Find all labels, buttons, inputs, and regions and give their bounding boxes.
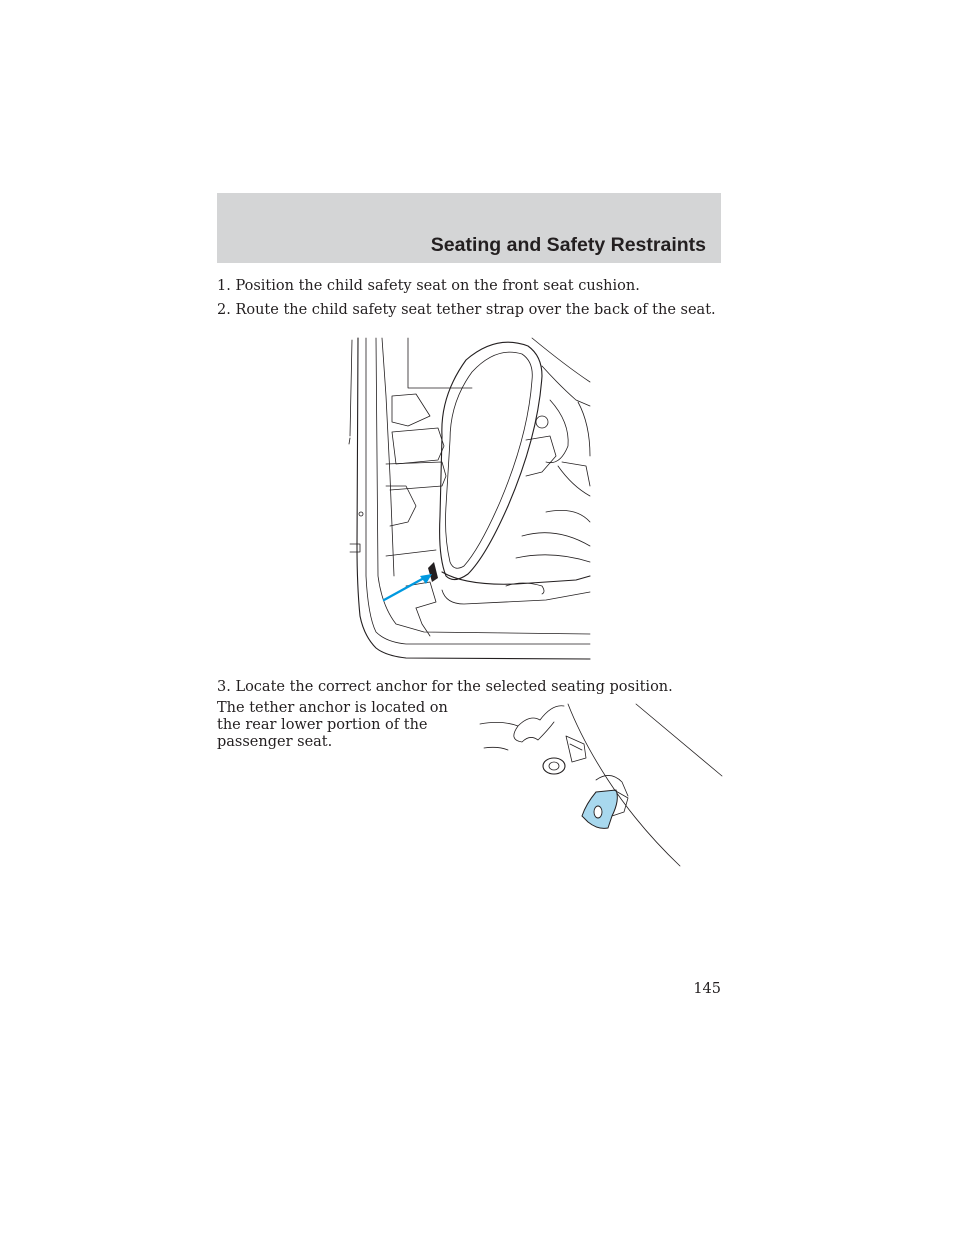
section-title: Seating and Safety Restraints — [430, 234, 706, 256]
section-header-band — [217, 193, 721, 263]
seat-illustration — [346, 336, 592, 663]
page-number: 145 — [693, 981, 721, 997]
tether-anchor-note: The tether anchor is located on the rear lower portion of the passenger seat. — [217, 700, 448, 750]
instruction-step-2: 2. Route the child safety seat tether strap over the back of the seat. — [217, 302, 716, 318]
instruction-step-1: 1. Position the child safety seat on the front seat cushion. — [217, 278, 640, 294]
instruction-step-3: 3. Locate the correct anchor for the selected seating position. — [217, 679, 673, 695]
anchor-illustration — [478, 700, 724, 868]
